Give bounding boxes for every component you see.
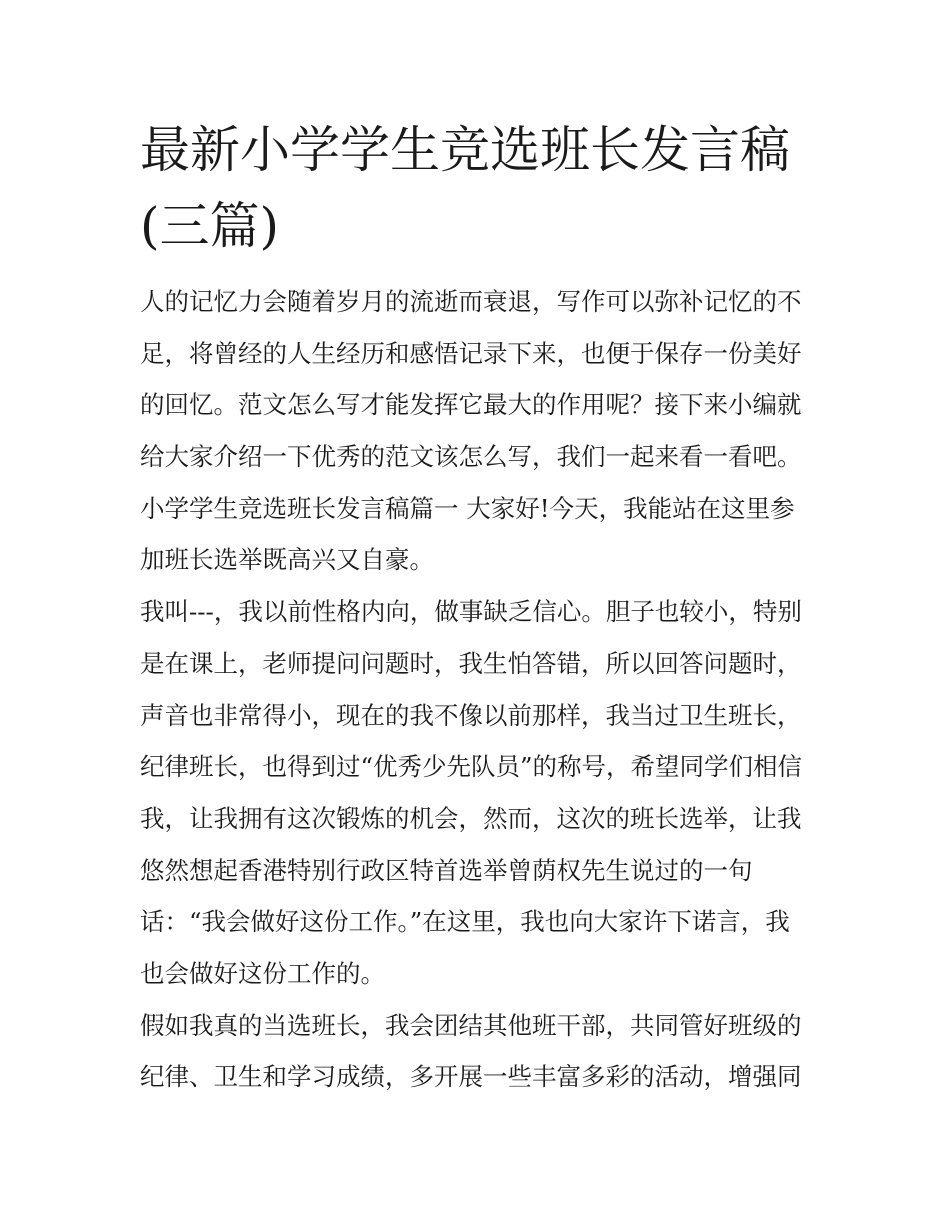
document-title — [140, 112, 820, 264]
body-line: 足，将曾经的人生经历和感悟记录下来，也便于保存一份美好 — [140, 338, 802, 368]
body-line: 小学学生竞选班长发言稿篇一 大家好!今天，我能站在这里参 — [140, 493, 795, 523]
body-line: 人的记忆力会随着岁月的流逝而衰退，写作可以弥补记忆的不 — [140, 287, 802, 316]
title-line-1: 最新小学学生竞选班长发言稿 — [140, 121, 790, 179]
body-line: 悠然想起香港特别行政区特首选举曾荫权先生说过的一句 — [140, 855, 753, 885]
body-line: 也会做好这份工作的。 — [140, 958, 385, 988]
body-line: 话：“我会做好这份工作。”在这里，我也向大家许下诺言，我 — [140, 907, 790, 937]
body-line: 我，让我拥有这次锻炼的机会，然而，这次的班长选举，让我 — [140, 803, 802, 833]
body-line: 纪律、卫生和学习成绩，多开展一些丰富多彩的活动，增强同 — [140, 1062, 802, 1092]
body-line: 假如我真的当选班长，我会团结其他班干部，共同管好班级的 — [140, 1010, 802, 1040]
document-body — [140, 276, 830, 1103]
body-line: 加班长选举既高兴又自豪。 — [140, 545, 434, 575]
title-line-2: (三篇) — [140, 197, 280, 255]
body-line: 声音也非常得小，现在的我不像以前那样，我当过卫生班长， — [140, 700, 802, 730]
body-line: 我叫---，我以前性格内向，做事缺乏信心。胆子也较小，特别 — [140, 597, 802, 627]
body-line: 的回忆。范文怎么写才能发挥它最大的作用呢？接下来小编就 — [140, 390, 802, 420]
body-line: 是在课上，老师提问问题时，我生怕答错，所以回答问题时， — [140, 648, 802, 678]
body-line: 给大家介绍一下优秀的范文该怎么写，我们一起来看一看吧。 — [140, 442, 802, 472]
body-line: 纪律班长，也得到过“优秀少先队员”的称号，希望同学们相信 — [140, 752, 803, 782]
